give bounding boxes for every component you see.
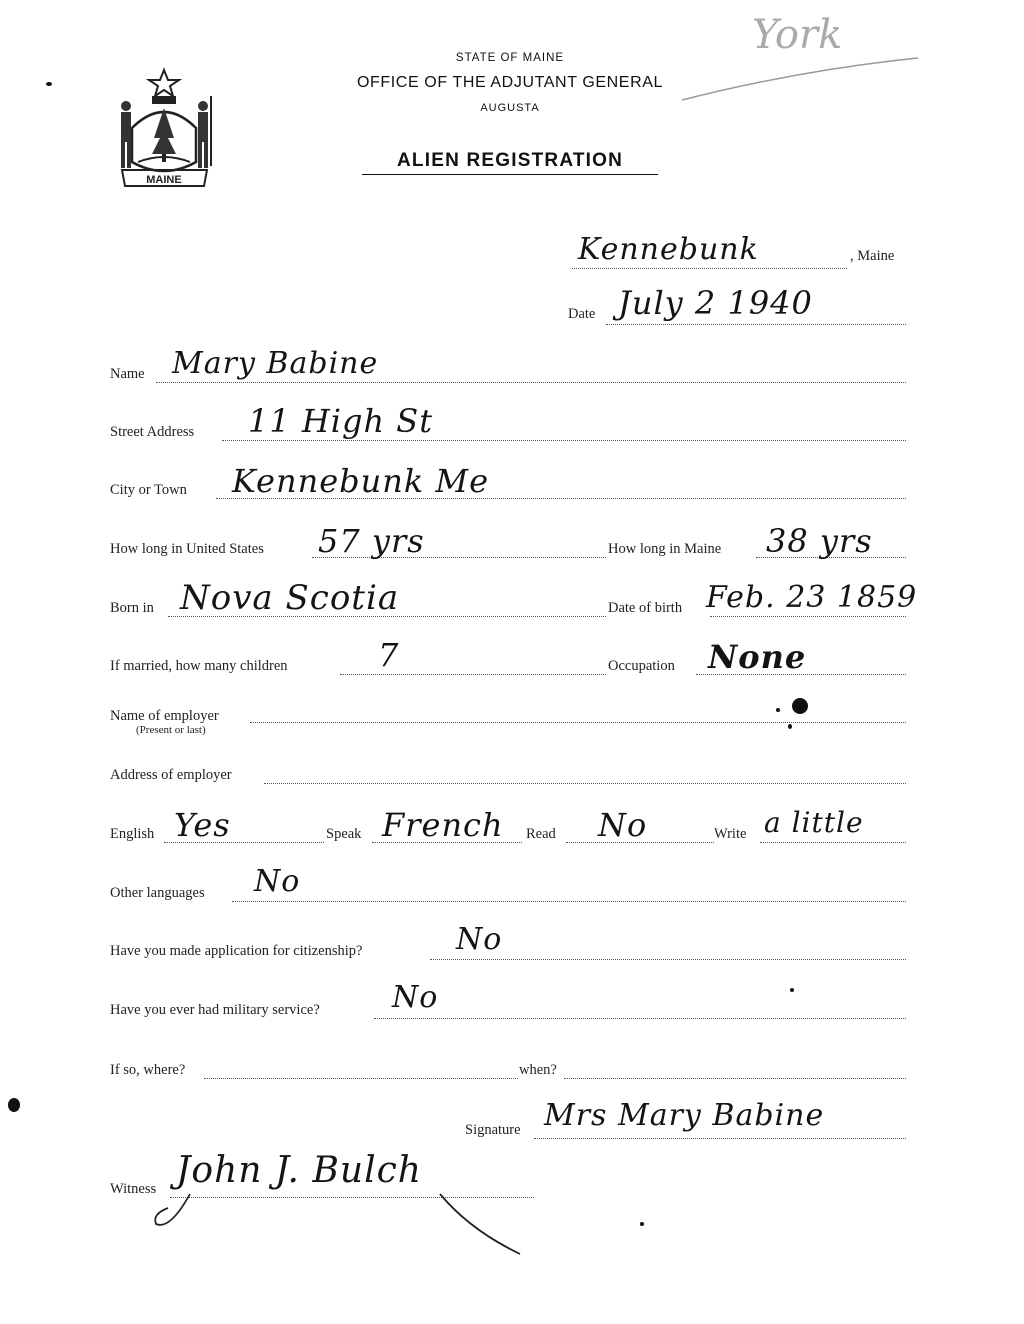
other-languages-value: No (254, 864, 301, 899)
signature-label: Signature (465, 1122, 521, 1138)
other-languages-line (232, 901, 906, 902)
city-heading: AUGUSTA (480, 102, 540, 114)
ink-speck-icon (640, 1222, 644, 1226)
state-heading: STATE OF MAINE (455, 52, 565, 64)
citizenship-line (430, 959, 906, 960)
witness-label: Witness (110, 1181, 157, 1197)
street-value: 11 High St (248, 402, 434, 440)
write-line (760, 842, 906, 843)
occupation-value: None (708, 638, 807, 676)
write-value: a little (764, 806, 864, 839)
us-duration-label: How long in United States (110, 541, 264, 557)
military-line (374, 1018, 906, 1019)
street-label: Street Address (110, 424, 195, 440)
maine-duration-value: 38 yrs (766, 522, 873, 560)
place-value: Kennebunk (578, 232, 759, 267)
place-line (572, 268, 847, 269)
read-label: Read (526, 826, 556, 842)
date-label: Date (568, 306, 596, 322)
ink-speck-icon (788, 724, 792, 729)
speak-label: Speak (326, 826, 362, 842)
english-value: Yes (174, 806, 231, 844)
citizenship-value: No (456, 922, 503, 957)
when-label: when? (519, 1062, 557, 1078)
military-value: No (392, 980, 439, 1015)
employer-address-label: Address of employer (110, 767, 232, 783)
office-heading: OFFICE OF THE ADJUTANT GENERAL (356, 74, 664, 91)
name-line (156, 382, 906, 383)
children-line (340, 674, 606, 675)
children-value: 7 (378, 636, 400, 674)
witness-flourish-icon (150, 1190, 530, 1260)
maine-state-seal-icon (112, 66, 217, 191)
when-line (564, 1078, 906, 1079)
employer-sublabel: (Present or last) (136, 724, 206, 736)
pencil-county-note: York (752, 12, 843, 58)
born-in-value: Nova Scotia (180, 578, 400, 618)
dob-value: Feb. 23 1859 (706, 580, 918, 615)
name-value: Mary Babine (172, 346, 379, 381)
children-label: If married, how many children (110, 658, 288, 674)
citizenship-label: Have you made application for citizenship? (110, 943, 363, 959)
maine-duration-label: How long in Maine (608, 541, 722, 557)
english-label: English (110, 826, 155, 842)
ink-speck-icon (776, 708, 780, 712)
street-line (222, 440, 906, 441)
form-title: ALIEN REGISTRATION (362, 150, 658, 175)
ink-blot-icon (792, 698, 808, 714)
read-value: No (598, 806, 648, 844)
employer-line (250, 722, 906, 723)
born-in-label: Born in (110, 600, 154, 616)
date-line (606, 324, 906, 325)
name-label: Name (110, 366, 145, 382)
maine-label: , Maine (850, 248, 895, 264)
pencil-underline-icon (680, 50, 920, 110)
other-languages-label: Other languages (110, 885, 205, 901)
scan-mark-icon (8, 1098, 20, 1112)
seal-maine-text: MAINE (146, 174, 182, 186)
scan-mark-icon (46, 82, 52, 86)
write-label: Write (714, 826, 747, 842)
ink-speck-icon (790, 988, 794, 992)
where-line (204, 1078, 518, 1079)
signature-value: Mrs Mary Babine (544, 1098, 825, 1133)
military-label: Have you ever had military service? (110, 1002, 320, 1018)
city-value: Kennebunk Me (232, 462, 490, 500)
dob-label: Date of birth (608, 600, 683, 616)
date-value: July 2 1940 (618, 284, 813, 322)
speak-value: French (382, 806, 504, 844)
employer-label: Name of employer (110, 708, 219, 724)
occupation-label: Occupation (608, 658, 675, 674)
where-label: If so, where? (110, 1062, 186, 1078)
us-duration-value: 57 yrs (318, 522, 425, 560)
employer-address-line (264, 783, 906, 784)
signature-line (534, 1138, 906, 1139)
city-label: City or Town (110, 482, 187, 498)
witness-value: John J. Bulch (176, 1150, 422, 1191)
dob-line (710, 616, 906, 617)
